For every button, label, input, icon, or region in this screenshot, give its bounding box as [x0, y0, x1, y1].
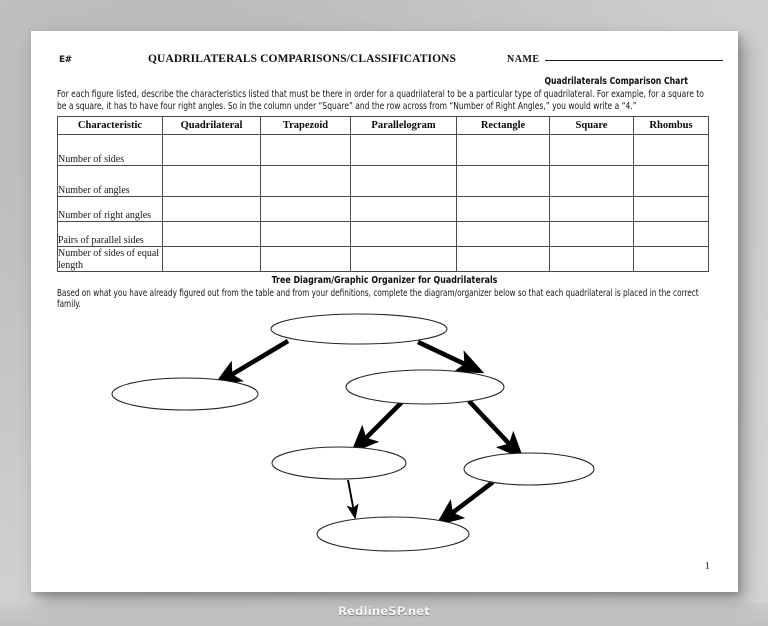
cell-angles-square[interactable] [550, 166, 634, 197]
cell-parallel-square[interactable] [550, 222, 634, 247]
arrow-right-to-lower-left [361, 402, 402, 443]
page-title: QUADRILATERALS COMPARISONS/CLASSIFICATIONS [147, 53, 457, 65]
row-label-number-of-angles: Number of angles [58, 166, 163, 197]
table-row [58, 247, 709, 272]
document-page [31, 31, 738, 592]
table-header-row [58, 117, 709, 135]
table-row [58, 197, 709, 222]
table-row [58, 135, 709, 166]
cell-angles-trapezoid[interactable] [261, 166, 351, 197]
cell-angles-quadrilateral[interactable] [163, 166, 261, 197]
quadrilaterals-comparison-table [57, 116, 709, 272]
column-header-square: Square [550, 117, 634, 135]
row-label-number-of-sides: Number of sides [58, 135, 163, 166]
node-bottom[interactable] [317, 517, 469, 551]
cell-sides-rhombus[interactable] [634, 135, 709, 166]
tree-diagram-heading: Tree Diagram/Graphic Organizer for Quadrilaterals [271, 275, 498, 286]
cell-equal-square[interactable] [550, 247, 634, 272]
table-row [58, 222, 709, 247]
cell-angles-rhombus[interactable] [634, 166, 709, 197]
tree-arrows [226, 341, 514, 517]
node-lower-left[interactable] [272, 447, 406, 479]
name-field[interactable] [507, 54, 723, 65]
page-number: 1 [704, 560, 710, 572]
arrow-lower-right-to-bottom [447, 482, 493, 517]
cell-parallel-rectangle[interactable] [457, 222, 550, 247]
arrow-root-to-right [418, 342, 471, 367]
node-root[interactable] [271, 314, 447, 344]
page-content [57, 53, 712, 574]
cell-sides-rectangle[interactable] [457, 135, 550, 166]
column-header-rectangle: Rectangle [457, 117, 550, 135]
cell-equal-rhombus[interactable] [634, 247, 709, 272]
cell-sides-trapezoid[interactable] [261, 135, 351, 166]
arrow-lower-left-to-bottom [348, 480, 354, 512]
cell-right-angles-square[interactable] [550, 197, 634, 222]
node-right[interactable] [346, 370, 504, 404]
column-header-quadrilateral: Quadrilateral [163, 117, 261, 135]
arrow-right-to-lower-right [469, 401, 514, 449]
cell-sides-parallelogram[interactable] [351, 135, 457, 166]
chart-instructions: For each figure listed, describe the characteristics listed that must be there in order for a quadrilateral to be a particular type of quadrilateral. For example, for a square to be a square, it has to have four right angles. So in the column under “Square” and the row across from “Number of Right Angles,” you would write a “4.” [57, 89, 704, 112]
cell-right-angles-parallelogram[interactable] [351, 197, 457, 222]
cell-sides-square[interactable] [550, 135, 634, 166]
cell-right-angles-quadrilateral[interactable] [163, 197, 261, 222]
row-label-number-of-sides-equal-length: Number of sides of equal length [58, 247, 163, 272]
cell-right-angles-rectangle[interactable] [457, 197, 550, 222]
cell-equal-quadrilateral[interactable] [163, 247, 261, 272]
tree-diagram-instructions: Based on what you have already figured out from the table and from your definitions, complete the diagram/organizer below so that each quadrilateral is placed in the correct family. [57, 288, 699, 310]
cell-right-angles-rhombus[interactable] [634, 197, 709, 222]
cell-right-angles-trapezoid[interactable] [261, 197, 351, 222]
watermark-text: RedlineSP.net [338, 604, 430, 618]
cell-parallel-parallelogram[interactable] [351, 222, 457, 247]
table-row [58, 166, 709, 197]
cell-parallel-rhombus[interactable] [634, 222, 709, 247]
cell-parallel-quadrilateral[interactable] [163, 222, 261, 247]
row-label-number-of-right-angles: Number of right angles [58, 197, 163, 222]
cell-equal-rectangle[interactable] [457, 247, 550, 272]
column-header-trapezoid: Trapezoid [261, 117, 351, 135]
name-write-line[interactable] [545, 60, 723, 61]
column-header-rhombus: Rhombus [634, 117, 709, 135]
cell-angles-rectangle[interactable] [457, 166, 550, 197]
document-header [57, 53, 712, 75]
node-left[interactable] [112, 378, 258, 410]
cell-parallel-trapezoid[interactable] [261, 222, 351, 247]
cell-equal-trapezoid[interactable] [261, 247, 351, 272]
arrow-root-to-left [226, 341, 288, 378]
name-label: NAME [507, 54, 540, 65]
node-lower-right[interactable] [464, 453, 594, 485]
cell-sides-quadrilateral[interactable] [163, 135, 261, 166]
document-number: E# [59, 55, 72, 65]
cell-angles-parallelogram[interactable] [351, 166, 457, 197]
tree-nodes [112, 314, 594, 551]
row-label-pairs-of-parallel-sides: Pairs of parallel sides [58, 222, 163, 247]
column-header-characteristic: Characteristic [58, 117, 163, 135]
chart-subtitle: Quadrilaterals Comparison Chart [544, 76, 688, 87]
tree-diagram-canvas [57, 312, 712, 574]
cell-equal-parallelogram[interactable] [351, 247, 457, 272]
column-header-parallelogram: Parallelogram [351, 117, 457, 135]
